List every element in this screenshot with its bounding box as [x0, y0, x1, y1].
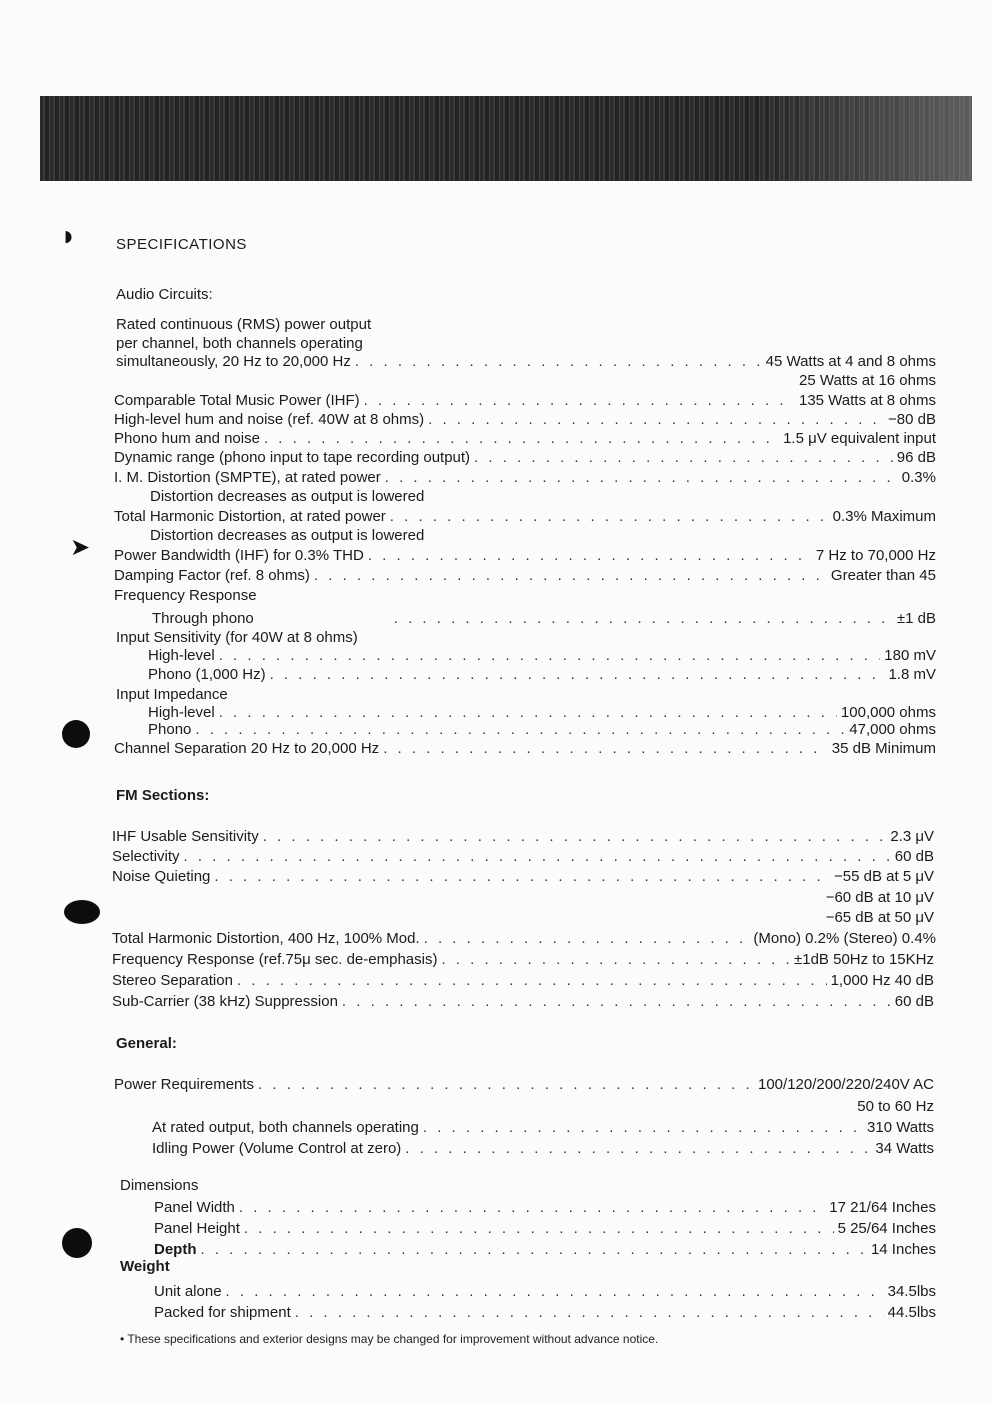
spec-label: Idling Power (Volume Control at zero)	[152, 1140, 402, 1157]
leader-dots	[314, 566, 827, 586]
spec-value: 34.5lbs	[887, 1283, 936, 1300]
header-banner	[40, 96, 972, 181]
spec-row	[114, 410, 936, 430]
spec-value: 17 21/64 Inches	[829, 1199, 936, 1216]
spec-row	[148, 720, 936, 740]
spec-label: Selectivity	[112, 848, 180, 865]
spec-label: High-level hum and noise (ref. 40W at 8 ohms)	[114, 411, 425, 428]
spec-row	[114, 566, 936, 586]
spec-label: Input Impedance	[116, 686, 228, 703]
leader-dots	[244, 1219, 834, 1239]
spec-row	[152, 609, 936, 629]
spec-row	[114, 391, 936, 411]
spec-value: 7 Hz to 70,000 Hz	[815, 547, 936, 564]
spec-value: 310 Watts	[867, 1119, 934, 1136]
leader-dots	[226, 1282, 884, 1302]
leader-dots	[195, 720, 845, 740]
spec-row	[112, 867, 934, 887]
section-heading-audio: Audio Circuits:	[116, 286, 213, 303]
spec-row	[112, 971, 934, 991]
footnote: • These specifications and exterior designs may be changed for improvement without advance notice.	[120, 1332, 659, 1346]
spec-label: Depth	[154, 1241, 197, 1258]
spec-value: 34 Watts	[875, 1140, 934, 1157]
leader-dots	[355, 352, 762, 372]
spec-label: Phono (1,000 Hz)	[148, 666, 266, 683]
punch-hole	[62, 720, 90, 748]
spec-value: −60 dB at 10 μV	[825, 889, 934, 906]
leader-dots	[270, 665, 885, 685]
leader-dots	[474, 448, 893, 468]
leader-dots	[184, 847, 891, 867]
spec-label: Sub-Carrier (38 kHz) Suppression	[112, 993, 338, 1010]
spec-label: IHF Usable Sensitivity	[112, 828, 259, 845]
spec-label: per channel, both channels operating	[116, 335, 363, 352]
spec-row	[114, 468, 936, 488]
leader-dots	[237, 971, 827, 991]
spec-note: Distortion decreases as output is lowered	[150, 527, 425, 544]
leader-dots	[239, 1198, 825, 1218]
leader-dots	[214, 867, 830, 887]
leader-dots	[385, 468, 898, 488]
leader-dots	[219, 646, 881, 666]
spec-label: Frequency Response (ref.75μ sec. de-emphasis)	[112, 951, 438, 968]
section-heading-general: General:	[116, 1035, 177, 1052]
spec-label: Input Sensitivity (for 40W at 8 ohms)	[116, 629, 358, 646]
leader-dots	[258, 1075, 754, 1095]
spec-row	[114, 448, 936, 468]
spec-label: Rated continuous (RMS) power output	[116, 316, 372, 333]
crescent-mark-icon: ◗	[60, 220, 77, 251]
spec-label: I. M. Distortion (SMPTE), at rated power	[114, 469, 381, 486]
spec-label: Unit alone	[154, 1283, 222, 1300]
spec-value: 2.3 μV	[890, 828, 934, 845]
spec-row	[154, 1198, 936, 1218]
spec-label: Frequency Response	[114, 587, 257, 604]
leader-dots	[201, 1240, 867, 1260]
page-title: SPECIFICATIONS	[116, 236, 247, 253]
punch-hole	[62, 1228, 92, 1258]
spec-label: Dimensions	[120, 1177, 199, 1194]
spec-label: Phono hum and noise	[114, 430, 260, 447]
spec-label: High-level	[148, 647, 215, 664]
spec-value: ±1dB 50Hz to 15KHz	[794, 951, 934, 968]
leader-dots	[428, 410, 884, 430]
spec-row	[148, 665, 936, 685]
spec-label: Through phono	[152, 610, 254, 627]
spec-label: Packed for shipment	[154, 1304, 291, 1321]
spec-label: Panel Height	[154, 1220, 240, 1237]
spec-row	[154, 1303, 936, 1323]
leader-dots	[263, 827, 887, 847]
punch-hole	[64, 900, 100, 924]
spec-value: 180 mV	[884, 647, 936, 664]
spec-value: 44.5lbs	[887, 1304, 936, 1321]
spec-value: 0.3% Maximum	[832, 508, 936, 525]
spec-value: Greater than 45	[830, 567, 936, 584]
spec-value: 0.3%	[901, 469, 936, 486]
spec-label: Damping Factor (ref. 8 ohms)	[114, 567, 310, 584]
leader-dots	[383, 739, 828, 759]
leader-dots	[405, 1139, 871, 1159]
spec-value: 60 dB	[894, 993, 934, 1010]
spec-value: −65 dB at 50 μV	[825, 909, 934, 926]
spec-label: simultaneously, 20 Hz to 20,000 Hz	[116, 353, 351, 370]
spec-label: At rated output, both channels operating	[152, 1119, 419, 1136]
spec-value: 47,000 ohms	[849, 721, 936, 738]
leader-dots	[368, 546, 812, 566]
spec-value: (Mono) 0.2% (Stereo) 0.4%	[753, 930, 936, 947]
spec-value: 35 dB Minimum	[831, 740, 936, 757]
spec-value: −80 dB	[888, 411, 936, 428]
spec-label: Noise Quieting	[112, 868, 211, 885]
spec-label: Stereo Separation	[112, 972, 233, 989]
leader-dots	[342, 992, 891, 1012]
spec-value: 1,000 Hz 40 dB	[830, 972, 934, 989]
spec-label: Panel Width	[154, 1199, 235, 1216]
spec-value: 96 dB	[896, 449, 936, 466]
spec-row	[112, 847, 934, 867]
spec-value: 100/120/200/220/240V AC	[758, 1076, 934, 1093]
spec-row	[114, 739, 936, 759]
spec-row	[154, 1240, 936, 1260]
leader-dots	[394, 609, 893, 629]
spec-value: 25 Watts at 16 ohms	[798, 372, 936, 389]
spec-row	[112, 950, 934, 970]
leader-dots	[295, 1303, 884, 1323]
leader-dots	[264, 429, 779, 449]
spec-row	[152, 1118, 934, 1138]
spec-value: 1.8 mV	[888, 666, 936, 683]
spec-label: Power Requirements	[114, 1076, 255, 1093]
leader-dots	[441, 950, 790, 970]
spec-row	[148, 646, 936, 666]
spec-row	[114, 1075, 934, 1095]
spec-value: 50 to 60 Hz	[857, 1098, 934, 1115]
spec-row	[112, 929, 936, 949]
spec-row	[114, 429, 936, 449]
leader-dots	[424, 929, 750, 949]
spec-value: 14 Inches	[870, 1241, 936, 1258]
spec-row	[112, 827, 934, 847]
leader-dots	[364, 391, 795, 411]
spec-row	[114, 507, 936, 527]
spec-value: ±1 dB	[896, 610, 936, 627]
spec-label: Total Harmonic Distortion, 400 Hz, 100% Mod.	[112, 930, 420, 947]
spec-row	[154, 1219, 936, 1239]
spec-value: 45 Watts at 4 and 8 ohms	[765, 353, 936, 370]
arrow-mark-icon: ➤	[70, 534, 91, 561]
section-heading-fm: FM Sections:	[116, 787, 210, 804]
spec-row	[152, 1139, 934, 1159]
spec-row-rated-power	[116, 352, 936, 372]
spec-label: Channel Separation 20 Hz to 20,000 Hz	[114, 740, 380, 757]
spec-row	[112, 992, 934, 1012]
spec-label: Total Harmonic Distortion, at rated power	[114, 508, 386, 525]
spec-note: Distortion decreases as output is lowered	[150, 488, 425, 505]
spec-row	[154, 1282, 936, 1302]
leader-dots	[423, 1118, 863, 1138]
spec-label: Phono	[148, 721, 192, 738]
spec-value: 60 dB	[894, 848, 934, 865]
spec-value: 135 Watts at 8 ohms	[798, 392, 936, 409]
spec-label: Dynamic range (phono input to tape recording output)	[114, 449, 471, 466]
spec-value: 1.5 μV equivalent input	[783, 430, 936, 447]
spec-label: Power Bandwidth (IHF) for 0.3% THD	[114, 547, 364, 564]
spec-value: 5 25/64 Inches	[837, 1220, 936, 1237]
spec-label: Comparable Total Music Power (IHF)	[114, 392, 360, 409]
spec-label: Weight	[120, 1258, 170, 1275]
spec-value: 100,000 ohms	[840, 704, 936, 721]
spec-label: High-level	[148, 704, 215, 721]
spec-value: −55 dB at 5 μV	[834, 868, 934, 885]
spec-row	[114, 546, 936, 566]
leader-dots	[390, 507, 829, 527]
